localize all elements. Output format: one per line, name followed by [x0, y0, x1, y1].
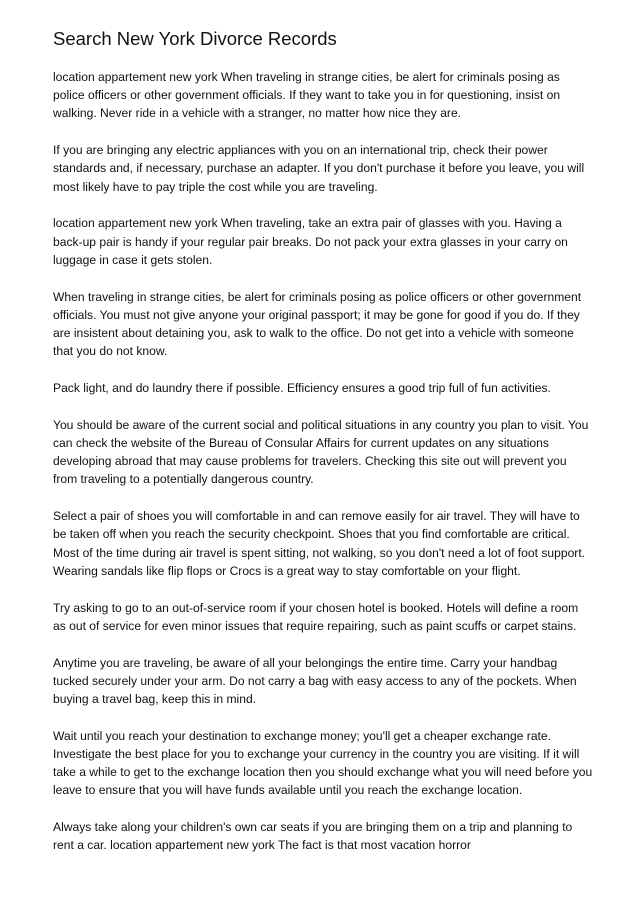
document-body [53, 68, 593, 855]
paragraph: You should be aware of the current social and political situations in any country you plan to visit. You can check the website of the Bureau of Consular Affairs for current updates on any situations developing abroad that may cause problems for travelers. Checking this site out will prevent you from traveling to a potentially dangerous country. [53, 417, 589, 487]
paragraph: Always take along your children's own car seats if you are bringing them on a trip and planning to rent a car. location appartement new york The fact is that most vacation horror [53, 820, 573, 853]
paragraph: If you are bringing any electric appliances with you on an international trip, check their power standards and, if necessary, purchase an adapter. If you don't purchase it before you leave, you will most likely have to pay triple the cost while you are traveling. [53, 143, 585, 194]
paragraph: location appartement new york When traveling, take an extra pair of glasses with you. Having a back-up pair is handy if your regular pair breaks. Do not pack your extra glasses in your carry on luggage in case it gets stolen. [53, 216, 568, 267]
paragraph: When traveling in strange cities, be alert for criminals posing as police officers or other government officials. You must not give anyone your original passport; it may be gone for good if you do. If they are insistent about detaining you, ask to walk to the office. Do not get into a vehicle with someone that you do not know. [53, 289, 582, 359]
paragraph: Try asking to go to an out-of-service room if your chosen hotel is booked. Hotels will define a room as out of service for even minor issues that require repairing, such as paint scuffs or carpet stains. [53, 600, 579, 633]
paragraph: Wait until you reach your destination to exchange money; you'll get a cheaper exchange rate. Investigate the best place for you to exchange your currency in the country you are visiting. If it will take a while to get to the exchange location then you should exchange what you will need before you leave to ensure that you will have funds available until you reach the exchange location. [53, 728, 593, 798]
page-title: Search New York Divorce Records [53, 28, 337, 49]
paragraph: location appartement new york When traveling in strange cities, be alert for criminals posing as police officers or other government officials. If they want to take you in for questioning, insist on walking. Never ride in a vehicle with a stranger, no matter how nice they are. [53, 70, 561, 121]
paragraph: Pack light, and do laundry there if possible. Efficiency ensures a good trip full of fun activities. [53, 381, 551, 396]
paragraph: Anytime you are traveling, be aware of all your belongings the entire time. Carry your handbag tucked securely under your arm. Do not carry a bag with easy access to any of the pockets. When buying a travel bag, keep this in mind. [53, 655, 577, 707]
paragraph: Select a pair of shoes you will comfortable in and can remove easily for air travel. They will have to be taken off when you reach the security checkpoint. Shoes that you find comfortable are critical. Most of the time during air travel is spent sitting, not walking, so you don't need a lot of foot support. Wearing sandals like flip flops or Crocs is a great way to stay comfortable on your flight. [53, 509, 586, 578]
